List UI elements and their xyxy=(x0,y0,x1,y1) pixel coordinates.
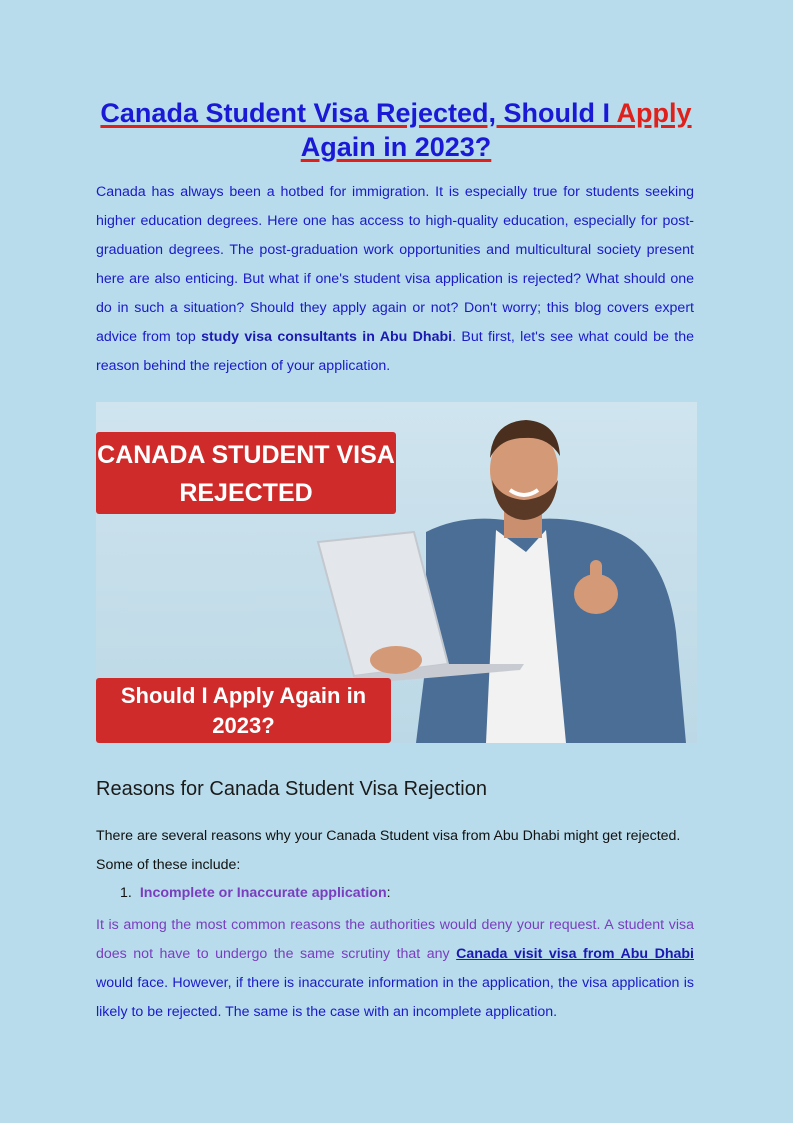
page-title xyxy=(96,96,696,164)
section-intro: There are several reasons why your Canada Student visa from Abu Dhabi might get rejected. Some of these include: xyxy=(96,828,681,873)
intro-paragraph xyxy=(96,178,694,381)
intro-text-after: . But first, let's see what could be the reason behind the rejection of your application. xyxy=(96,329,694,374)
banner-visa-rejected: CANADA STUDENT VISA REJECTED xyxy=(96,432,396,514)
reason-1-blue-text: would face. However, if there is inaccurate information in the application, the visa application is likely to be rejected. The same is the case with an incomplete application. xyxy=(96,975,694,1020)
title-part-red: Apply xyxy=(616,98,692,128)
intro-text-before: Canada has always been a hotbed for immigration. It is especially true for students seeking higher education degrees. Here one has access to high-quality education, especially for post-graduation degrees. The post-graduation work opportunities and multicultural society present here are also enticing. But what if one's student visa application is rejected? What should one do in such a situation? Should they apply again or not? Don't worry; this blog covers expert advice from top xyxy=(96,184,694,345)
thumb-shape xyxy=(590,560,602,586)
title-part-1: Canada Student Visa Rejected, Should I xyxy=(100,98,617,128)
hero-image xyxy=(96,402,697,743)
left-hand xyxy=(370,646,422,674)
link-canada-visit-visa[interactable]: Canada visit visa from Abu Dhabi xyxy=(456,946,695,962)
list-number: 1. xyxy=(120,885,132,901)
section-heading: Reasons for Canada Student Visa Rejection xyxy=(96,778,487,800)
list-item-reason-1 xyxy=(120,879,391,908)
intro-link-consultants[interactable]: study visa consultants in Abu Dhabi xyxy=(201,329,453,345)
reason-1-purple-text: It is among the most common reasons the authorities would deny your request. A student visa does not have to undergo the same scrutiny that any xyxy=(96,917,694,962)
reason-1-paragraph xyxy=(96,911,694,1027)
banner-apply-again: Should I Apply Again in 2023? xyxy=(96,678,391,743)
list-colon: : xyxy=(386,885,391,901)
title-part-2: Again in 2023? xyxy=(300,132,492,162)
list-label: Incomplete or Inaccurate application xyxy=(139,885,387,901)
